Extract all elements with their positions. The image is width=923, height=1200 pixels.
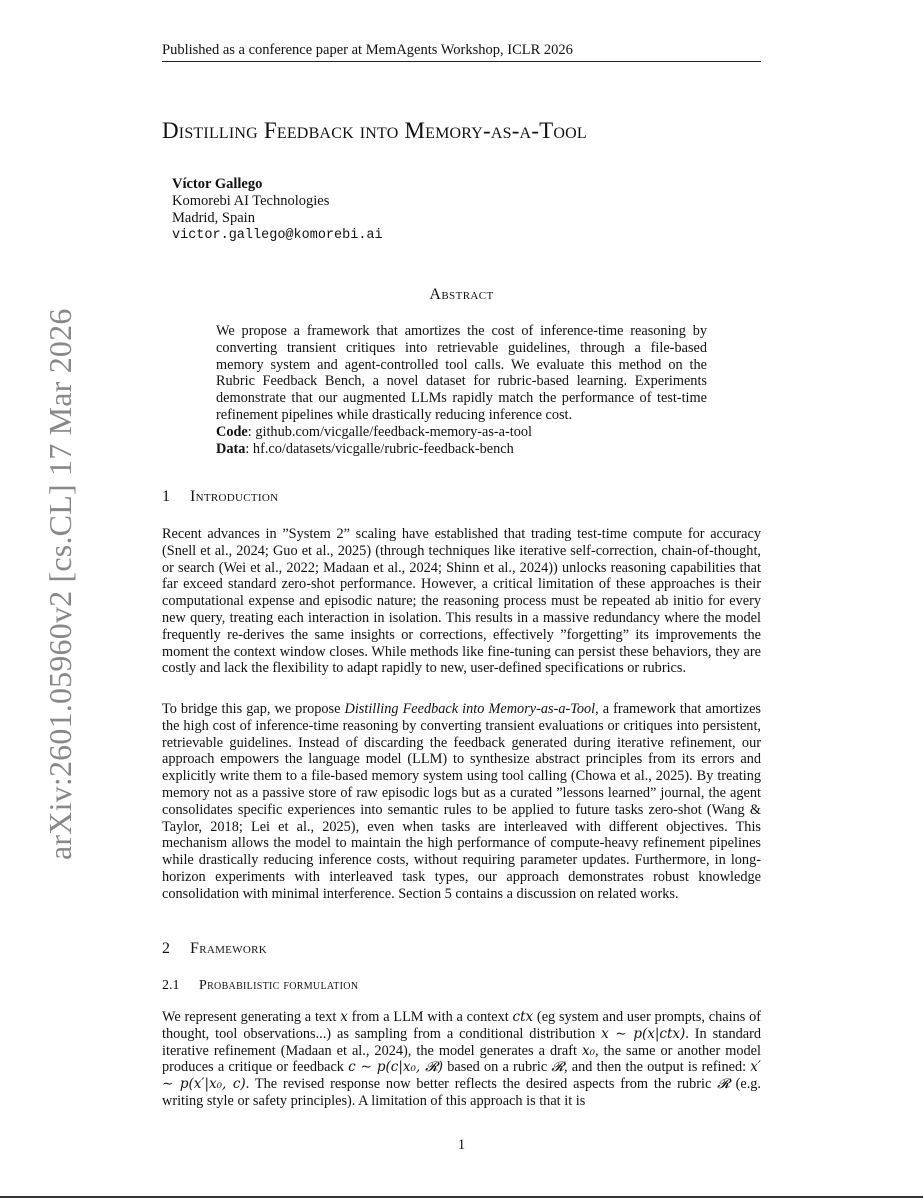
paragraph-text: (eg system and user prompts, chains of thought, tool observations...) as sampling from a conditional distribution [162,1009,761,1042]
method-name: Distilling Feedback into Memory-as-a-Tool [344,701,596,717]
paragraph-text: (e.g. writing style or safety principles). A limitation of this approach is that it is [162,1076,762,1109]
author-email[interactable]: victor.gallego@komorebi.ai [172,228,383,243]
paragraph-text: , a framework that amortizes the high cost of inference-time reasoning by converting transient evaluations or critiques into persistent, retrievable guidelines. Instead of discarding the feedback generated during iterative refinement, our approach empowers the language model (LLM) to synthesize abstract principles from its errors and explicitly write them to a file-based memory system using tool calling (Chowa et al., 2025). By treating memory not as a passive store of raw episodic logs but as a curated ”lessons learned” journal, the agent consolidates specific experiences into semantic rules to be applied to future tasks zero-shot (Wang & Taylor, 2018; Lei et al., 2025), even when tasks are interleaved with different objectives. This mechanism allows the model to maintain the high performance of compute-heavy refinement pipelines while drastically reducing inference costs, without requiring parameter updates. Furthermore, in long-horizon experiments with interleaved task types, our approach demonstrates robust knowledge consolidation with minimal interference. Section 5 contains a discussion on related works. [162,701,761,902]
math-inline: c ∼ p(c|x₀, 𝓡) [348,1059,444,1076]
running-header: Published as a conference paper at MemAgents Workshop, ICLR 2026 [162,42,573,58]
intro-paragraph-1 [162,526,761,677]
paragraph-text: Recent advances in ”System 2” scaling have established that trading test-time compute for accuracy (Snell et al., 2024; Guo et al., 2025) (through techniques like iterative self-correction, chain-of-thought, or search (Wei et al., 2022; Madaan et al., 2024; Shinn et al., 2024)) unlocks reasoning capabilities that far exceed standard zero-shot performance. However, a critical limitation of these approaches is their computational expense and episodic nature; the reasoning process must be repeated ab initio for every new query, treating each interaction in isolation. This results in a massive redundancy where the model frequently re-derives the same insights or corrections, effectively ”forgetting” its improvements the moment the context window closes. While methods like fine-tuning can persist these behaviors, they are costly and lack the flexibility to adapt rapidly to new, user-defined specifications or rubrics. [162,526,761,677]
paper-title: Distilling Feedback into Memory-as-a-Tool [162,118,587,143]
paragraph-text: based on a rubric [443,1059,552,1076]
subsection-title: Probabilistic formulation [199,978,359,993]
abstract-body [216,323,707,457]
section-heading-introduction [162,488,278,506]
data-label: Data [216,440,246,457]
subsection-heading-probabilistic [162,978,358,994]
page-number: 1 [457,1137,466,1153]
bottom-edge [0,1196,923,1198]
math-inline: x′ ∼ p(x′|x₀, c) [162,1059,761,1093]
paragraph-text: , the same or another model produces a critique or feedback [162,1042,761,1076]
abstract-text: We propose a framework that amortizes the cost of inference-time reasoning by converting transient critiques into retrievable guidelines, through a file-based memory system and agent-controlled tool calls. We evaluate this method on the Rubric Feedback Bench, a novel dataset for rubric-based learning. Experiments demonstrate that our augmented LLMs rapidly match the performance of test-time refinement pipelines while drastically reducing inference cost. [216,323,707,423]
paragraph-text: . The revised response now better reflects the desired aspects from the rubric [245,1076,718,1093]
math-inline: x₀ [581,1042,595,1059]
paragraph-text: To bridge this gap, we propose [162,701,345,717]
data-link[interactable]: : hf.co/datasets/vicgalle/rubric-feedback-bench [245,440,514,457]
subsection-number: 2.1 [162,978,180,993]
data-link-line[interactable] [216,441,707,458]
arxiv-stamp: arXiv:2601.05960v2 [cs.CL] 17 Mar 2026 [42,308,78,860]
section-number: 2 [162,940,170,957]
math-inline: x ∼ p(x|ctx) [601,1025,686,1042]
section-title: Framework [190,940,267,957]
section-heading-framework [162,940,267,958]
math-inline: 𝓡 [717,1076,730,1093]
author-name: Víctor Gallego [172,176,263,192]
code-link-line[interactable] [216,424,707,441]
author-location: Madrid, Spain [172,210,255,226]
author-affiliation: Komorebi AI Technologies [172,193,330,209]
paragraph-text: . In standard iterative refinement (Madaan et al., 2024), the model generates a draft [162,1025,761,1059]
math-inline: 𝓡 [551,1059,565,1076]
section-number: 1 [162,488,170,505]
abstract-heading: Abstract [429,286,494,303]
paragraph-text: We represent generating a text [162,1009,341,1025]
code-label: Code [216,423,248,440]
paragraph-text: from a LLM with a context [347,1009,513,1025]
math-inline: ctx [512,1009,534,1025]
formulation-paragraph [162,1009,761,1110]
header-rule [162,61,761,62]
intro-paragraph-2 [162,701,761,903]
code-link[interactable]: : github.com/vicgalle/feedback-memory-as-a-tool [247,423,533,440]
paragraph-text: , and then the output is refined: [564,1059,751,1076]
math-inline: x [340,1009,348,1025]
author-block [172,176,383,244]
section-title: Introduction [190,488,279,505]
